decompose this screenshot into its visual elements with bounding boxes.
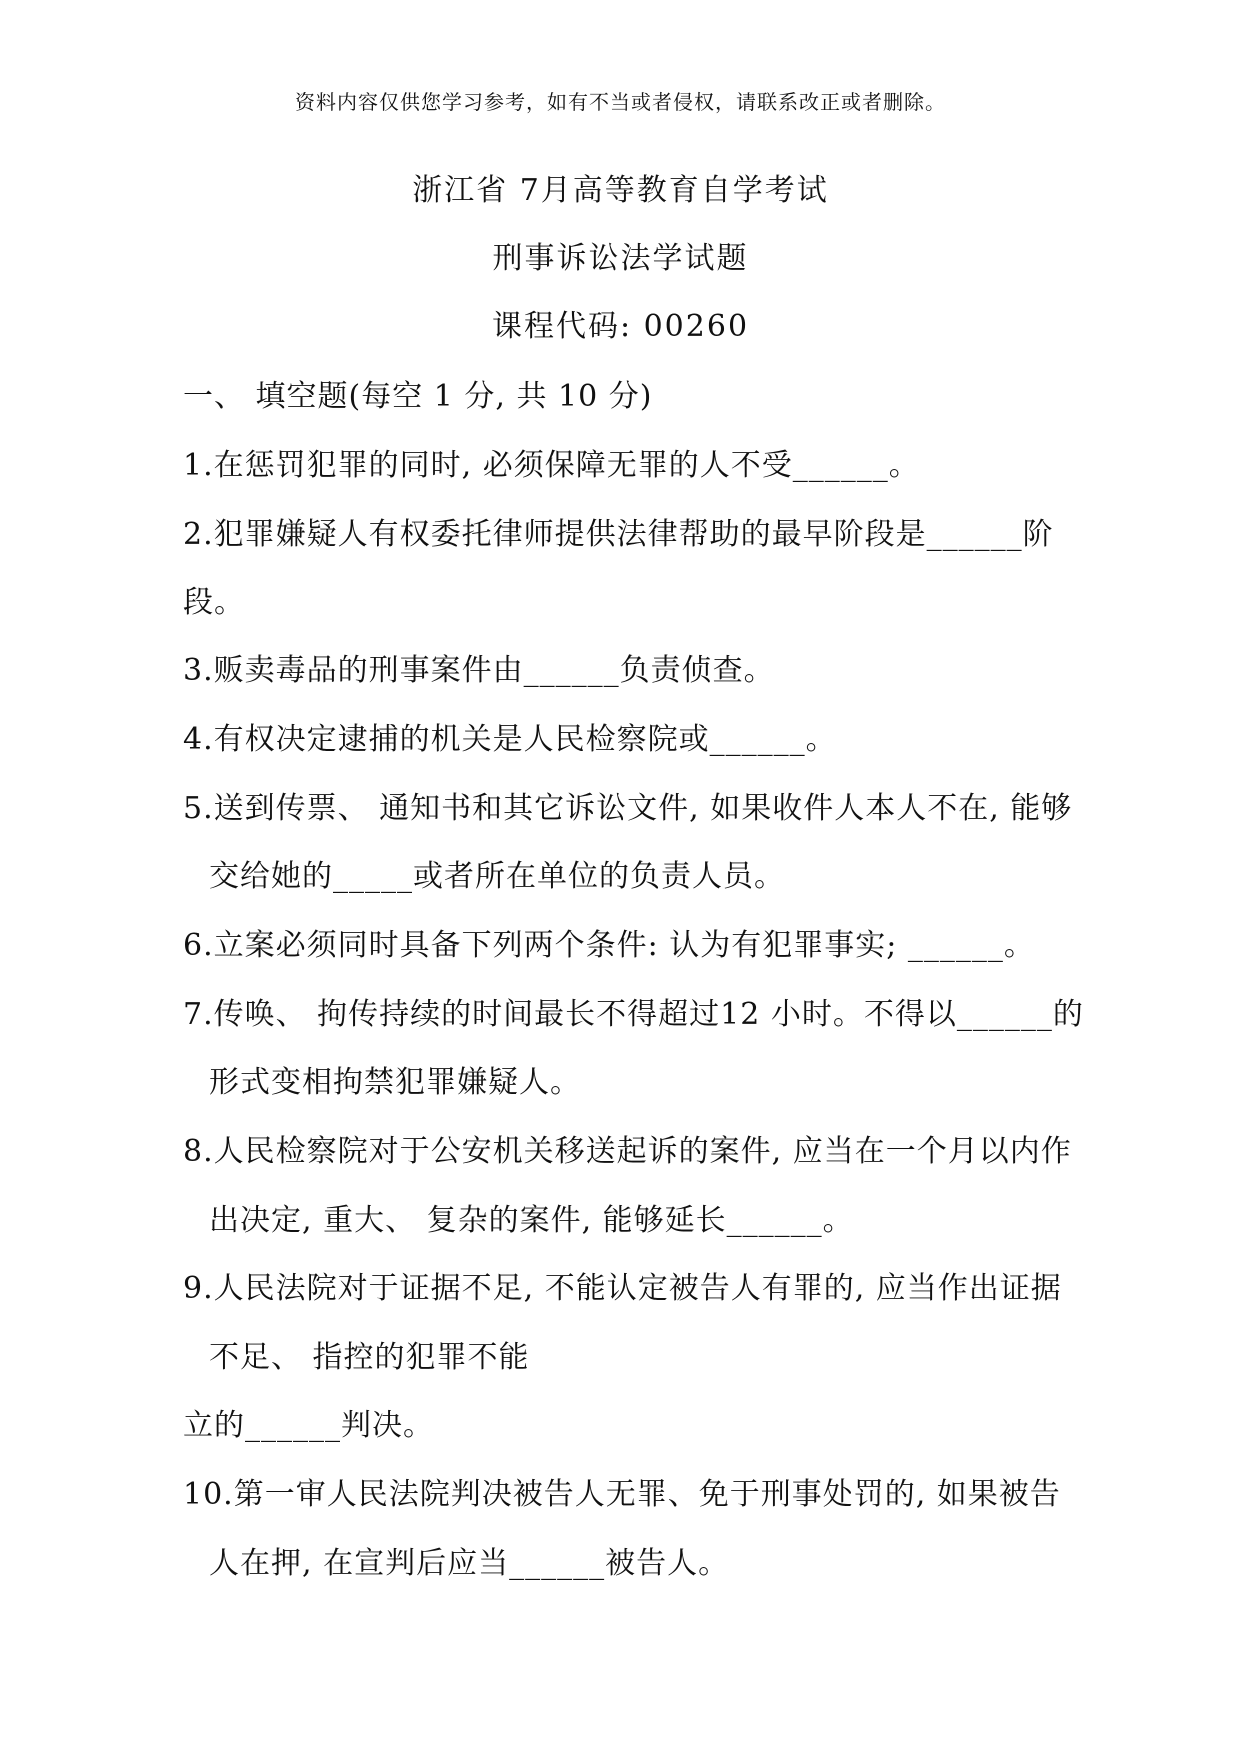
- section-heading: 一、 填空题(每空 1 分, 共 10 分): [183, 379, 653, 414]
- question-9-cont-2: 立的______判决。: [183, 1408, 434, 1443]
- question-5-cont: 交给她的_____或者所在单位的负责人员。: [209, 859, 785, 894]
- question-2-cont: 段。: [183, 585, 245, 620]
- question-6: 6.立案必须同时具备下列两个条件: 认为有犯罪事实; ______。: [183, 928, 1035, 963]
- question-7: 7.传唤、 拘传持续的时间最长不得超过12 小时。不得以______的: [183, 997, 1084, 1032]
- question-10-cont: 人在押, 在宣判后应当______被告人。: [209, 1546, 730, 1581]
- course-code: 课程代码: 00260: [491, 309, 750, 344]
- question-8: 8.人民检察院对于公安机关移送起诉的案件, 应当在一个月以内作: [183, 1134, 1072, 1169]
- question-7-cont: 形式变相拘禁犯罪嫌疑人。: [209, 1065, 581, 1100]
- question-9-cont: 不足、 指控的犯罪不能: [209, 1340, 530, 1375]
- question-5: 5.送到传票、 通知书和其它诉讼文件, 如果收件人本人不在, 能够: [183, 791, 1073, 826]
- question-2: 2.犯罪嫌疑人有权委托律师提供法律帮助的最早阶段是______阶: [183, 517, 1054, 552]
- question-10: 10.第一审人民法院判决被告人无罪、免于刑事处罚的, 如果被告: [183, 1477, 1061, 1512]
- disclaimer-text: 资料内容仅供您学习参考，如有不当或者侵权，请联系改正或者删除。: [295, 90, 946, 114]
- question-9: 9.人民法院对于证据不足, 不能认定被告人有罪的, 应当作出证据: [183, 1271, 1062, 1306]
- question-1: 1.在惩罚犯罪的同时, 必须保障无罪的人不受______。: [183, 448, 920, 483]
- question-4: 4.有权决定逮捕的机关是人民检察院或______。: [183, 722, 837, 757]
- question-8-cont: 出决定, 重大、 复杂的案件, 能够延长______。: [209, 1203, 854, 1238]
- exam-title: 浙江省 7月高等教育自学考试: [412, 173, 829, 208]
- question-3: 3.贩卖毒品的刑事案件由______负责侦查。: [183, 653, 775, 688]
- exam-subject: 刑事诉讼法学试题: [492, 241, 749, 276]
